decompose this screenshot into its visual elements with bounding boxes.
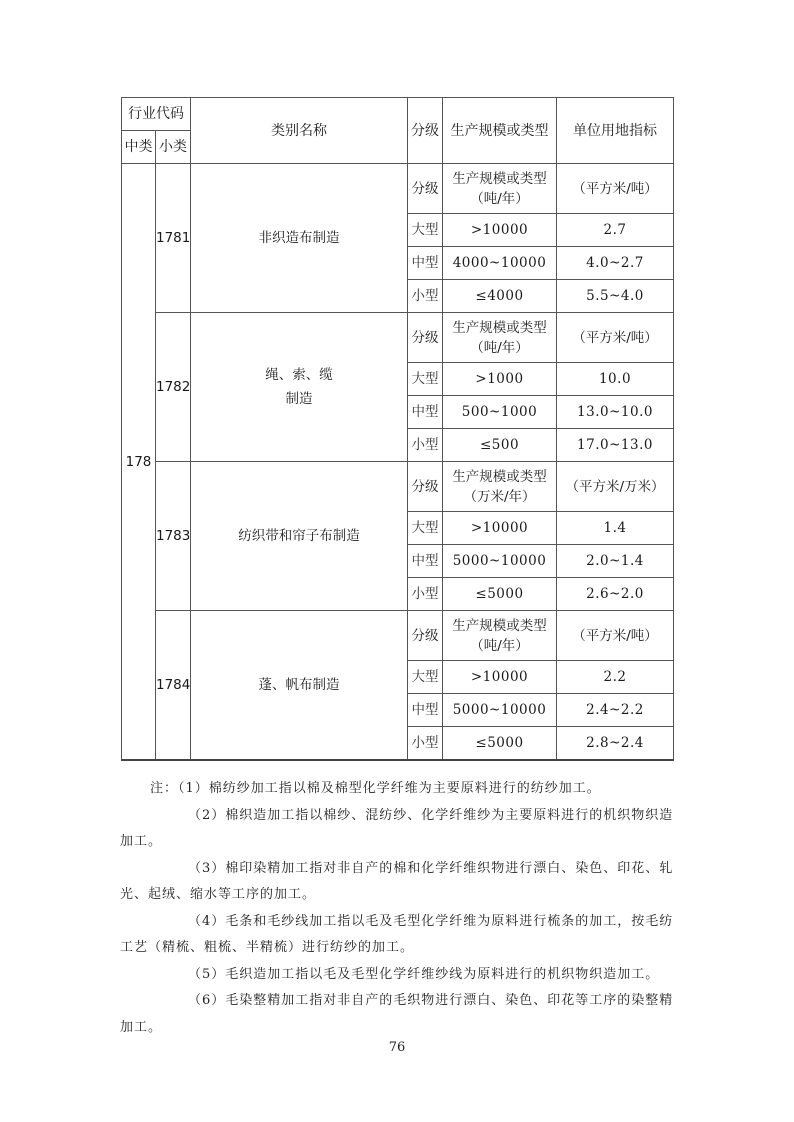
scale-title: 生产规模或类型 [452,319,547,336]
grade-cell: 中型 [408,247,443,280]
category-name: 蓬、帆布制造 [191,611,408,761]
index-cell: 10.0 [557,363,674,396]
sub-header-index-unit: （平方米/吨） [557,313,674,363]
scale-cell: 5000~10000 [443,694,557,727]
sub-header-index-unit: （平方米/吨） [557,164,674,214]
category-name-line2: 制造 [285,391,313,407]
scale-cell: >1000 [443,363,557,396]
category-name: 非织造布制造 [191,164,408,313]
index-cell: 5.5~4.0 [557,280,674,313]
sub-header-grade: 分级 [408,462,443,512]
table-row [122,313,674,363]
grade-cell: 小型 [408,280,443,313]
scale-cell: ≤4000 [443,280,557,313]
header-small-class: 小类 [156,131,191,164]
note-text: （1）棉纺纱加工指以棉及棉型化学纤维为主要原料进行的纺纱加工。 [178,781,601,796]
scale-cell: ≤5000 [443,727,557,761]
page-number: 76 [388,1040,406,1055]
grade-cell: 中型 [408,545,443,578]
land-use-index-table [121,97,674,761]
sub-header-index-unit: （平方米/万米） [557,462,674,512]
index-cell: 2.0~1.4 [557,545,674,578]
note-item: （5）毛织造加工指以毛及毛型化学纤维纱线为原料进行的机织物织造加工。 [188,966,660,982]
scale-cell: >10000 [443,661,557,694]
small-class-code: 1783 [156,462,191,611]
sub-header-index-unit: （平方米/吨） [557,611,674,661]
grade-cell: 小型 [408,429,443,462]
note-item [120,776,680,803]
table-row [122,462,674,512]
index-cell: 1.4 [557,512,674,545]
sub-header-grade: 分级 [408,164,443,214]
note-item: （4）毛条和毛纱线加工指以毛及毛型化学纤维为原料进行梳条的加工，按毛纺工艺（精梳、粗梳、半精梳）进行纺纱的加工。 [120,913,674,955]
scale-title: 生产规模或类型 [452,468,547,485]
note-item: （3）棉印染精加工指对非自产的棉和化学纤维织物进行漂白、染色、印花、轧光、起绒、缩水等工序的加工。 [120,860,674,902]
sub-header-grade: 分级 [408,611,443,661]
note-item: （2）棉织造加工指以棉纱、混纺纱、化学纤维纱为主要原料进行的机织物织造加工。 [120,807,674,849]
scale-cell: >10000 [443,512,557,545]
index-cell: 2.2 [557,661,674,694]
grade-cell: 大型 [408,214,443,247]
grade-cell: 小型 [408,578,443,611]
scale-cell: ≤5000 [443,578,557,611]
scale-cell: ≤500 [443,429,557,462]
index-cell: 2.4~2.2 [557,694,674,727]
index-cell: 2.6~2.0 [557,578,674,611]
category-name-line1: 绳、索、缆 [265,367,333,383]
notes-section [120,776,680,1041]
small-class-code: 1784 [156,611,191,761]
header-category-name: 类别名称 [191,98,408,164]
grade-cell: 中型 [408,694,443,727]
scale-unit: （吨/年） [470,190,529,207]
notes-label: 注： [150,781,179,796]
grade-cell: 中型 [408,396,443,429]
category-name [191,313,408,462]
small-class-code: 1781 [156,164,191,313]
grade-cell: 小型 [408,727,443,761]
scale-cell: >10000 [443,214,557,247]
index-cell: 2.7 [557,214,674,247]
scale-cell: 5000~10000 [443,545,557,578]
scale-title: 生产规模或类型 [452,617,547,634]
grade-cell: 大型 [408,661,443,694]
scale-unit: （吨/年） [470,339,529,356]
grade-cell: 大型 [408,512,443,545]
table-row [122,164,674,214]
middle-class-code: 178 [122,164,156,761]
sub-header-scale [443,164,557,214]
scale-cell: 500~1000 [443,396,557,429]
sub-header-scale [443,611,557,661]
index-cell: 4.0~2.7 [557,247,674,280]
sub-header-scale [443,462,557,512]
header-scale: 生产规模或类型 [443,98,557,164]
sub-header-grade: 分级 [408,313,443,363]
header-industry-code: 行业代码 [122,98,191,131]
sub-header-scale [443,313,557,363]
header-grade: 分级 [408,98,443,164]
scale-title: 生产规模或类型 [452,170,547,187]
small-class-code: 1782 [156,313,191,462]
table-row [122,611,674,661]
index-cell: 2.8~2.4 [557,727,674,761]
header-land-index: 单位用地指标 [557,98,674,164]
header-middle-class: 中类 [122,131,156,164]
note-item: （6）毛染整精加工指对非自产的毛织物进行漂白、染色、印花等工序的染整精加工。 [120,993,674,1035]
scale-unit: （万米/年） [463,488,536,505]
scale-cell: 4000~10000 [443,247,557,280]
category-name: 纺织带和帘子布制造 [191,462,408,611]
index-cell: 17.0~13.0 [557,429,674,462]
grade-cell: 大型 [408,363,443,396]
scale-unit: （吨/年） [470,637,529,654]
index-cell: 13.0~10.0 [557,396,674,429]
